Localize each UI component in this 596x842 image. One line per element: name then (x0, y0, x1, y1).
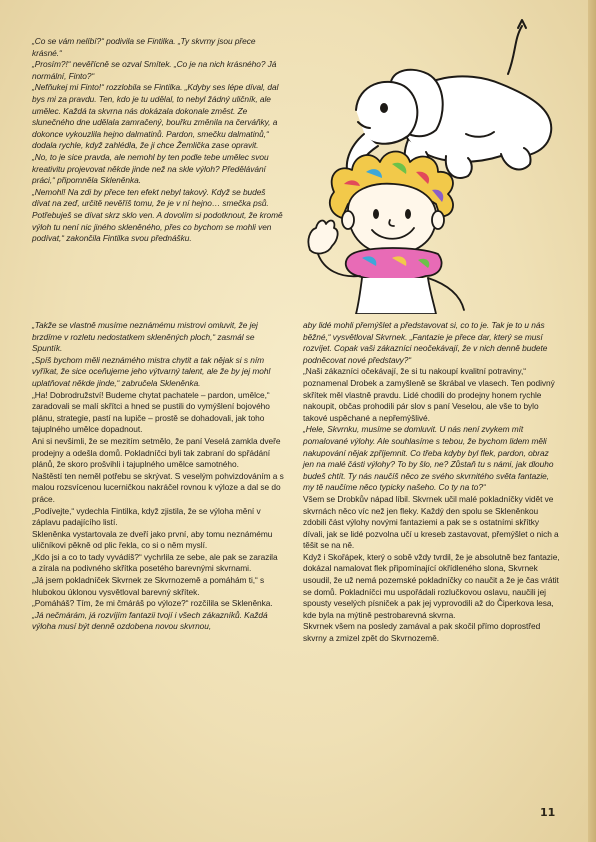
paragraph: Všem se Drobkův nápad líbil. Skvrnek učil malé pokladníčky vidět ve skvrnách něco víc než jen fleky. Každý den spolu se Skleněnkou zdobili část výlohy novými fantaziemi a pak se s ostatními skřítky dívali, jak se lidé pozvolna učí u kreseb zastavovat, přemýšlet o nich a těšit se na ně. (303, 493, 559, 551)
paragraph: Když i Skořápek, který o sobě vždy tvrdil, že je absolutně bez fantazie, dokázal namalovat flek připomínající okřídleného slona, Skvrnek usoudil, že už nemá pozemské pokladníčky co naučit a že je čas vrátit se domů. Pokladníčci mu uspořádali rozlučkovou oslavu, naučili jej spousty veselých písniček a pak jej vyprovodili až do Čiperkova lesa, kde byla na mýtině pestrobarevná skvrna. (303, 551, 560, 620)
text-column-right (303, 320, 561, 645)
paragraph: „Co se vám nelíbí?“ podivila se Fintilka. „Ty skvrny jsou přece krásné.“ (32, 36, 256, 58)
illustration (296, 14, 566, 314)
paragraph: Skvrnek všem na posledy zamával a pak skočil přímo doprostřed skvrny a zmizel zpět do Skvrnozemě. (303, 621, 541, 644)
paragraph: „Já jsem pokladníček Skvrnek ze Skvrnozemě a pomáhám ti,“ s hlubokou úklonou vysvětloval barevný skřítek. (32, 575, 265, 597)
paragraph: „No, to je sice pravda, ale nemohl by ten podle tebe umělec svou kreativitu projevovat někde jinde než na skle výloh? Předělávání práci,“ připomněla Skleněnka. (32, 151, 269, 186)
page-edge (588, 0, 596, 842)
paragraph: „Nemohl! Na zdi by přece ten efekt nebyl takový. Když se budeš dívat na zeď, určitě nevěříš tomu, že je v ní hejno… smečka psů. Potřebuješ se dívat skrz sklo ven. A dovolím si podotknout, že kromě výloh tu není nic jiného skleněného, přes co bychom se mohli ven podívat,“ zakončila Fintilka svou přednášku. (32, 186, 283, 244)
paragraph: „Spíš bychom měli neznámého mistra chytit a tak nějak si s ním vyříkat, že sice oceňujeme jeho výtvarný talent, ale že by jej mohl uplatňovat někde jinde,“ zabručela Skleněnka. (32, 354, 271, 388)
paragraph: aby lidé mohli přemýšlet a představovat si, co to je. Tak je to u nás běžné,“ vysvětloval Skvrnek. „Fantazie je přece dar, který se musí rozvíjet. Copak vaši zákazníci neočekávají, že v nich denně budete podněcovat nové představy?“ (303, 320, 548, 365)
spotted-elf-illustration (308, 152, 464, 315)
paragraph: Skleněnka vystartovala ze dveří jako první, aby tomu neznámému uličníkovi pěkně od plic řekla, co si o něm myslí. (32, 528, 273, 551)
paragraph: „Kdo jsi a co to tady vyvádíš?“ vychrlila ze sebe, ale pak se zarazila a zírala na podivného skřítka posetého barevnými skvrnami. (32, 551, 278, 574)
paragraph: „Já nečmárám, já rozvíjím fantazii tvojí i všech zákazníků. Každá výloha musí být denně ozdobena novou skvrnou, (32, 609, 268, 632)
paragraph: Ani si nevšimli, že se mezitím setmělo, že paní Veselá zamkla dveře prodejny a odešla domů. Pokladníčci byli tak zabraní do spřádání plánů, že skoro prošvihli i tajuplného umělce samotného. (32, 435, 281, 470)
text-column-left-bottom (32, 320, 284, 633)
paragraph: „Nefňukej mi Finto!“ rozzlobila se Fintilka. „Kdyby ses lépe díval, dal bys mi za pravdu. Ten, kdo je tu udělal, to nebyl žádný uličník, ale umělec. Každá ta skvrna nás dokázala dokonale změst. Ze slunečného dne udělala zamračený, bouřku změnila na červáňky, a dokonce vykouzlila hejno dalmatinů. Pardon, smečku dalmatinů,“ dodala rychle, když zahlédla, že ji chce Žemlička zase opravit. (32, 82, 279, 151)
paragraph: „Naši zákazníci očekávají, že si tu nakoupí kvalitní potraviny,“ poznamenal Drobek a zamyšleně se škrábal ve vlasech. Ten podivný skřítek měl vlastně pravdu. Lidé chodili do prodejny honem rychle nakoupit, občas prohodili pár slov s paní Veselou, ale vše to bylo takové uspěchané a nepřemýšlivé. (303, 366, 555, 423)
text-column-left-top (32, 36, 284, 245)
paragraph: „Takže se vlastně musíme neznámému mistrovi omluvit, že jej brzdíme v rozletu nedostatkem skleněných ploch,“ zasmál se Spuntík. (32, 320, 258, 354)
paragraph: „Hele, Skvrnku, musíme se domluvit. U nás není zvykem mít pomalované výlohy. Ale souhlasíme s tebou, že bychom lidem měli nakupování nějak zpříjemnit. Co třeba kdyby byl flek, pardon, obraz jen na malé části výlohy? To by šlo, ne? Zůstaň tu s námi, jak dlouho budeš chtít. Ty nás naučíš něco ze svého skvrnitého světa fantazie, my tě naučíme něco typicky našeho. Co ty na to?“ (303, 424, 554, 493)
paragraph: „Ha! Dobrodružství! Budeme chytat pachatele – pardon, umělce,“ zaradovali se malí skřítci a hned se pustili do vymýšlení bojového plánu, strategie, pastí na lupiče – prostě se dohadovali, jak toho tajuplného umělce dopadnout. (32, 389, 270, 435)
paragraph: „Prosím?!“ nevěřícně se ozval Smítek. „Co je na nich krásného? Já normální, Finto?“ (32, 59, 277, 81)
paragraph: Naštěstí ten neměl potřebu se skrývat. S veselým pohvizdováním a s malou rozsvícenou lucerničkou nakráčel rovnou k výloze a dal se do práce. (32, 470, 284, 504)
paragraph: „Podívejte,“ vydechla Fintilka, když zjistila, že se výloha mění v záplavu padajícího listí. (32, 505, 261, 528)
paragraph: „Pomáháš? Tím, že mi čmáráš po výloze?“ rozčílila se Skleněnka. (32, 598, 273, 609)
page-number: 11 (540, 806, 556, 819)
